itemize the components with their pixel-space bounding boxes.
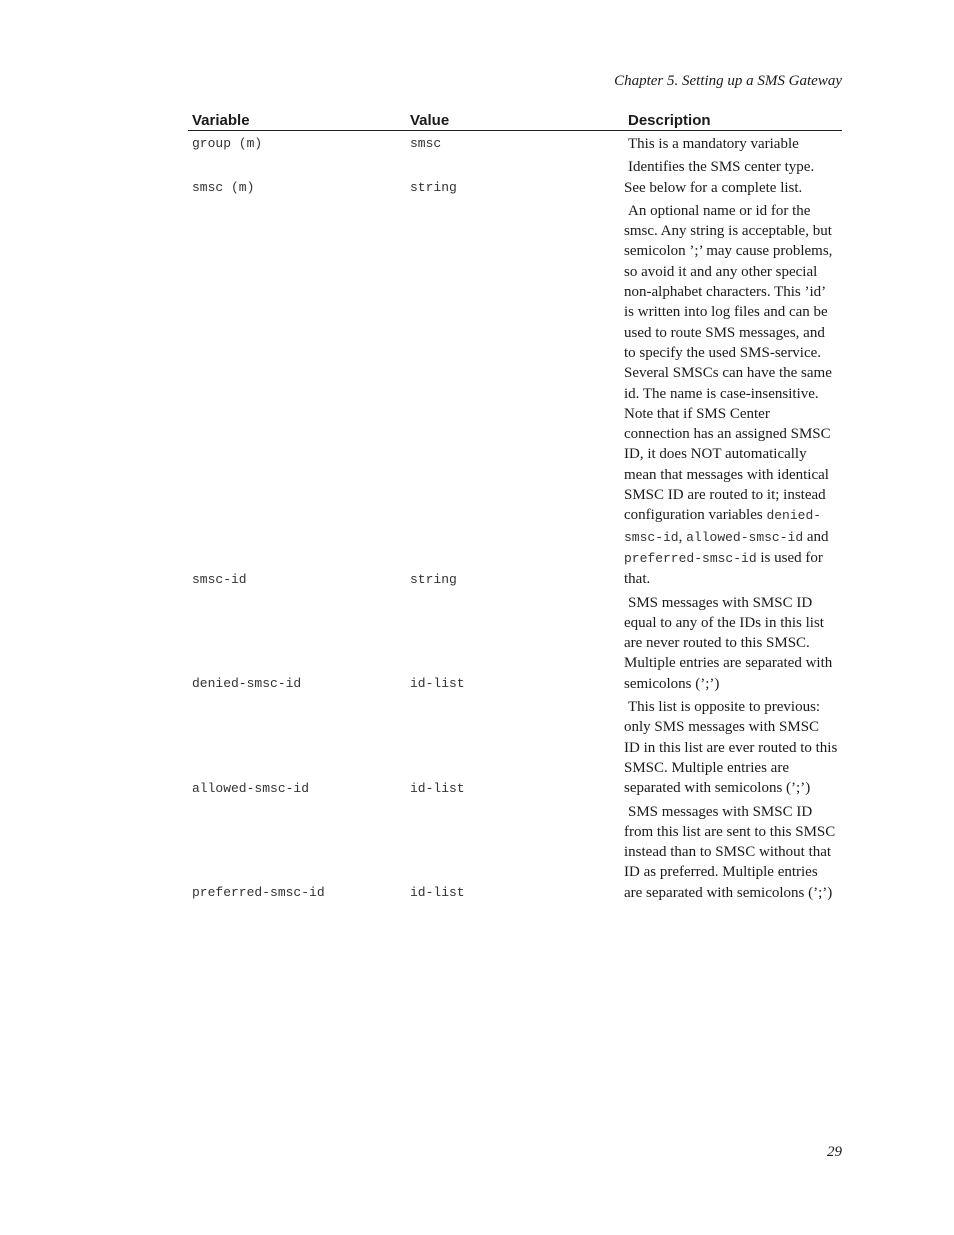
- table-row: [188, 802, 842, 903]
- description-text: SMS messages with SMSC ID equal to any of the IDs in this list are never routed to this SMSC. Multiple entries are separated with semicolons (’;’): [624, 594, 833, 692]
- code-denied-smsc-id: denied-smsc-id: [624, 508, 822, 545]
- page-number: 29: [827, 1144, 842, 1160]
- column-header-value: Value: [410, 112, 450, 129]
- description-tail-text: is used for that.: [624, 549, 823, 588]
- description-text: This list is opposite to previous: only SMS messages with SMSC ID in this list are ever routed to this SMSC. Multiple entries are separated with semicolons (’;’): [624, 699, 838, 797]
- description-cell: [624, 157, 842, 198]
- variable-cell: denied-smsc-id: [192, 676, 302, 692]
- table-row: [188, 697, 842, 798]
- variable-cell: group (m): [192, 136, 263, 152]
- description-text: This is a mandatory variable: [628, 136, 799, 152]
- description-cell: [624, 802, 842, 903]
- description-cell: [624, 593, 842, 694]
- variable-cell: preferred-smsc-id: [192, 884, 325, 900]
- description-text: SMS messages with SMSC ID from this list are sent to this SMSC instead than to SMSC without that ID as preferred. Multiple entries are separated with semicolons (’;’): [624, 803, 836, 901]
- description-cell: [624, 697, 842, 798]
- description-text: An optional name or id for the smsc. Any string is acceptable, but semicolon ’;’ may cause problems, so avoid it and any other special non-alphabet characters. This ’id’ is written into log files and can be used to route SMS messages, and to specify the used SMS-service. Several SMSCs can have the same id. The name is case-insensitive. Note that if SMS Center connection has an assigned SMSC ID, it does NOT automatically mean that messages with identical SMSC ID are routed to it; instead configuration variables: [624, 202, 833, 524]
- description-cell: [624, 134, 842, 154]
- value-cell: id-list: [410, 884, 465, 900]
- value-cell: id-list: [410, 780, 465, 796]
- variable-table: [188, 112, 842, 903]
- value-cell: string: [410, 179, 457, 195]
- variable-cell: allowed-smsc-id: [192, 780, 310, 796]
- column-header-description: Description: [628, 112, 711, 129]
- running-header: Chapter 5. Setting up a SMS Gateway: [614, 73, 842, 89]
- table-row: [188, 134, 842, 154]
- variable-cell: smsc (m): [192, 179, 255, 195]
- table-row: [188, 157, 842, 198]
- value-cell: string: [410, 571, 457, 587]
- description-cell: [624, 201, 842, 590]
- value-cell: smsc: [410, 136, 442, 152]
- table-row: [188, 201, 842, 590]
- value-cell: id-list: [410, 676, 465, 692]
- code-preferred-smsc-id: preferred-smsc-id: [624, 550, 757, 566]
- table-row: [188, 593, 842, 694]
- code-allowed-smsc-id: allowed-smsc-id: [686, 529, 804, 545]
- column-header-variable: Variable: [192, 112, 250, 129]
- table-header-row: [188, 112, 842, 131]
- description-text: Identifies the SMS center type. See below for a complete list.: [624, 159, 815, 196]
- separator-text: and: [803, 528, 829, 545]
- variable-cell: smsc-id: [192, 571, 247, 587]
- separator-text: ,: [678, 528, 683, 545]
